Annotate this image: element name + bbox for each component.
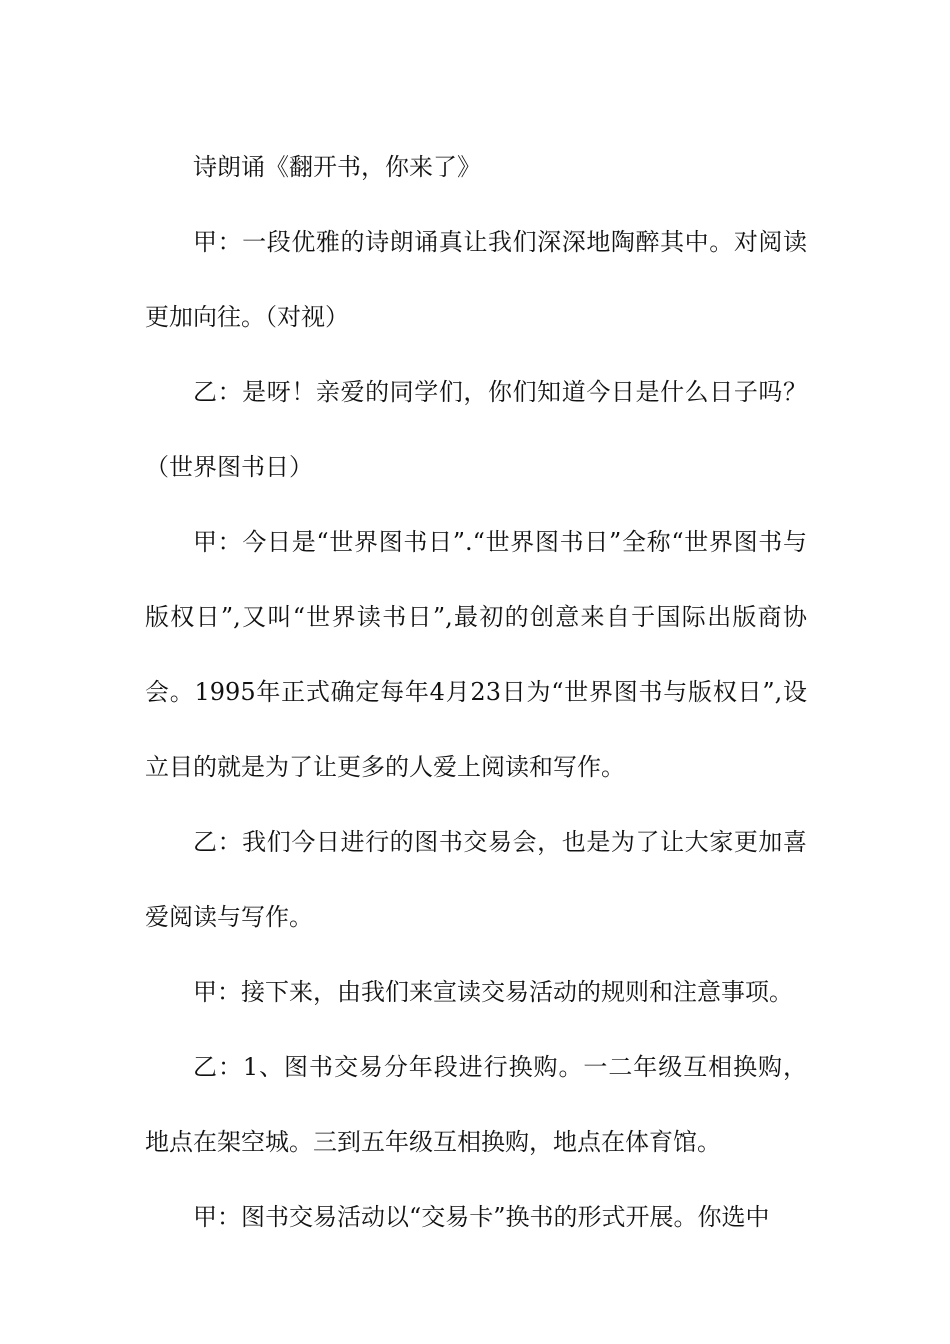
document-body [145, 130, 807, 1255]
dialogue-paragraph-3: 甲：今日是“世界图书日”.“世界图书日”全称“世界图书与版权日”,又叫“世界读书日”,最初的创意来自于国际出版商协会。1995年正式确定每年4月23日为“世界图书与版权日”,设立目的就是为了让更多的人爱上阅读和写作。 [145, 528, 807, 781]
dialogue-paragraph-4: 乙：我们今日进行的图书交易会，也是为了让大家更加喜爱阅读与写作。 [145, 828, 807, 931]
poem-recital-title: 诗朗诵《翻开书，你来了》 [193, 153, 481, 181]
dialogue-paragraph-2: 乙：是呀！亲爱的同学们，你们知道今日是什么日子吗？（世界图书日） [145, 378, 807, 481]
dialogue-paragraph-6: 乙：1、图书交易分年段进行换购。一二年级互相换购，地点在架空城。三到五年级互相换购，地点在体育馆。 [145, 1053, 807, 1156]
dialogue-paragraph-7: 甲：图书交易活动以“交易卡”换书的形式开展。你选中 [193, 1203, 770, 1231]
dialogue-paragraph-1: 甲：一段优雅的诗朗诵真让我们深深地陶醉其中。对阅读更加向往。（对视） [145, 228, 807, 331]
dialogue-paragraph-5: 甲：接下来，由我们来宣读交易活动的规则和注意事项。 [193, 978, 793, 1006]
